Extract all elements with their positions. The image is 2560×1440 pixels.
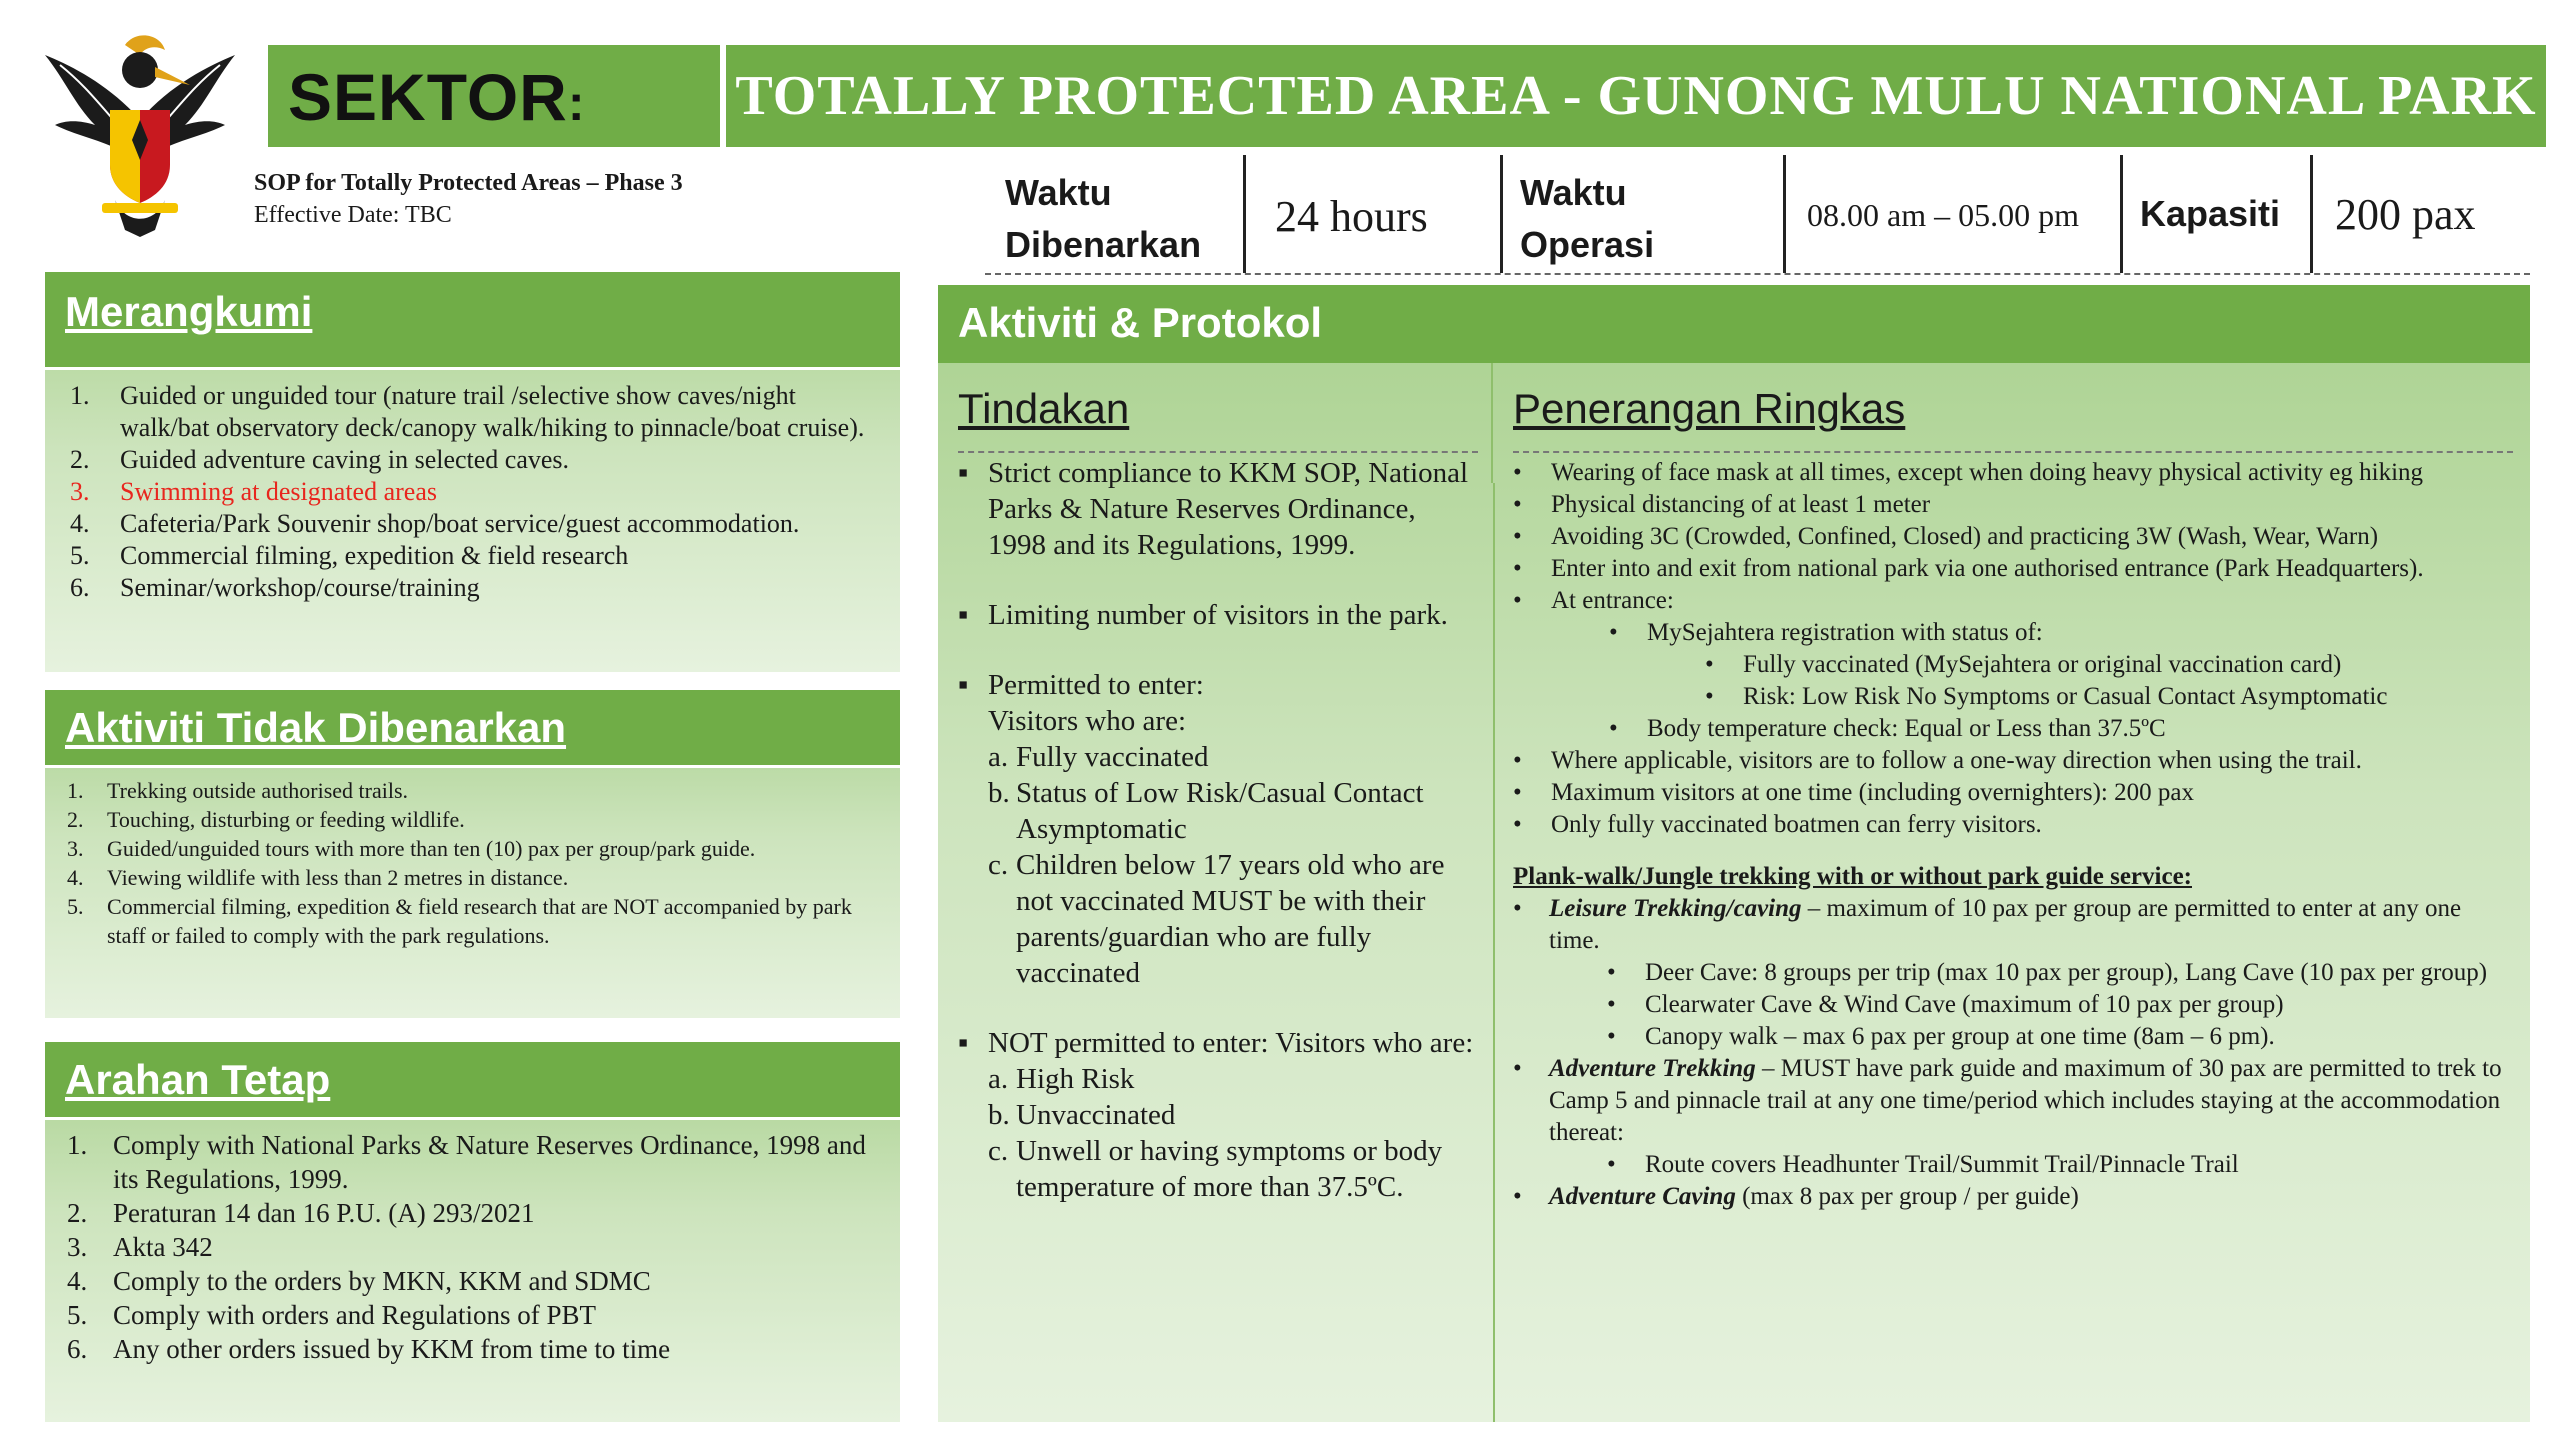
list-item <box>60 444 890 476</box>
aktiviti-protokol-panel <box>938 285 2530 1422</box>
penerangan-item: • Avoiding 3C (Crowded, Confined, Closed) and practicing 3W (Wash, Wear, Warn) <box>1513 521 2513 553</box>
list-item-number: 3. <box>70 477 90 506</box>
list-item-text: Comply to the orders by MKN, KKM and SDMC <box>113 1266 651 1296</box>
kapasiti-label: Kapasiti <box>2140 193 2281 234</box>
aktiviti-protokol-title: Aktiviti & Protokol <box>958 299 1323 346</box>
list-item <box>57 1230 892 1264</box>
penerangan-item: • Maximum visitors at one time (including overnighters): 200 pax <box>1513 777 2513 809</box>
penerangan-subitem: • Risk: Low Risk No Symptoms or Casual Contact Asymptomatic <box>1705 681 2513 713</box>
list-item-text: Comply with National Parks & Nature Reserves Ordinance, 1998 and its Regulations, 1999. <box>113 1130 866 1194</box>
list-item <box>57 1332 892 1366</box>
list-item <box>57 863 892 892</box>
list-item-text: Touching, disturbing or feeding wildlife. <box>107 807 465 832</box>
penerangan-column <box>1513 457 2513 1213</box>
list-item-text: Guided adventure caving in selected caves. <box>120 445 570 474</box>
list-item-text: Guided/unguided tours with more than ten (10) pax per group/park guide. <box>107 836 756 861</box>
penerangan-item: • Only fully vaccinated boatmen can ferry visitors. <box>1513 809 2513 841</box>
list-item <box>57 834 892 863</box>
sektor-label: SEKTOR: <box>288 60 586 134</box>
tindakan-subitem: a. Fully vaccinated <box>988 741 1209 773</box>
penerangan-subitem: • MySejahtera registration with status of: • Fully vaccinated (MySejahtera or original vaccination card) • Risk: Low Risk No Symptoms or Casual Contact Asymptomatic <box>1609 617 2513 713</box>
penerangan-subitem: • Clearwater Cave & Wind Cave (maximum of 10 pax per group) <box>1607 989 2513 1021</box>
list-item-number: 1. <box>67 1130 88 1160</box>
merangkumi-list <box>60 380 890 604</box>
tindakan-item: ▪ NOT permitted to enter: Visitors who are: a. High Risk b. Unvaccinated c. Unwell or having symptoms or body temperature of more than 37.5ºC. <box>958 1025 1478 1205</box>
list-item-text: Guided or unguided tour (nature trail /selective show caves/night walk/bat observatory deck/canopy walk/hiking to pinnacle/boat cruise). <box>120 381 865 442</box>
penerangan-item: • Wearing of face mask at all times, except when doing heavy physical activity eg hiking <box>1513 457 2513 489</box>
info-strip <box>985 155 2530 275</box>
penerangan-subitem: • Fully vaccinated (MySejahtera or original vaccination card) <box>1705 649 2513 681</box>
list-item-text: Commercial filming, expedition & field research that are NOT accompanied by park staff or failed to comply with the park regulations. <box>107 894 852 948</box>
list-item <box>60 540 890 572</box>
sarawak-crest-logo <box>40 25 240 240</box>
list-item <box>60 380 890 444</box>
merangkumi-panel <box>45 272 900 672</box>
tindakan-subitem: a. High Risk <box>988 1063 1135 1095</box>
list-item <box>57 1298 892 1332</box>
list-item-text: Any other orders issued by KKM from time to time <box>113 1334 671 1364</box>
list-item-number: 5. <box>67 1300 88 1330</box>
penerangan-subitem: • Body temperature check: Equal or Less than 37.5ºC <box>1609 713 2513 745</box>
list-item-text: Comply with orders and Regulations of PBT <box>113 1300 596 1330</box>
list-item-number: 1. <box>67 778 84 803</box>
list-item-number: 3. <box>67 836 84 861</box>
list-item-number: 5. <box>70 541 90 570</box>
tindakan-subitem: b. Status of Low Risk/Casual Contact Asymptomatic <box>988 777 1424 845</box>
list-item <box>57 892 892 950</box>
list-item-text: Seminar/workshop/course/training <box>120 573 480 602</box>
penerangan-item: • Adventure Caving (max 8 pax per group / per guide) <box>1513 1181 2513 1213</box>
tindakan-subitem: b. Unvaccinated <box>988 1099 1176 1131</box>
tidak-dibenarkan-title: Aktiviti Tidak Dibenarkan <box>65 704 567 751</box>
waktu-operasi-value: 08.00 am – 05.00 pm <box>1807 197 2079 233</box>
list-item-text: Viewing wildlife with less than 2 metres in distance. <box>107 865 569 890</box>
list-item <box>60 508 890 540</box>
list-item-number: 2. <box>67 1198 88 1228</box>
list-item-number: 5. <box>67 894 84 919</box>
kapasiti-value: 200 pax <box>2335 190 2476 239</box>
penerangan-item: • Physical distancing of at least 1 meter <box>1513 489 2513 521</box>
tindakan-subitem: c. Unwell or having symptoms or body temperature of more than 37.5ºC. <box>988 1135 1443 1203</box>
plank-walk-title: Plank-walk/Jungle trekking with or without park guide service: <box>1513 863 2192 890</box>
waktu-operasi-label: Waktu Operasi <box>1520 172 1655 265</box>
tindakan-item: ▪ Limiting number of visitors in the park. <box>958 597 1478 633</box>
list-item-text: Cafeteria/Park Souvenir shop/boat service/guest accommodation. <box>120 509 800 538</box>
penerangan-subitem: • Canopy walk – max 6 pax per group at one time (8am – 6 pm). <box>1607 1021 2513 1053</box>
tidak-dibenarkan-panel <box>45 690 900 1018</box>
list-item <box>60 572 890 604</box>
merangkumi-title: Merangkumi <box>65 288 313 335</box>
page-title-box <box>726 45 2546 147</box>
penerangan-item: • Enter into and exit from national park via one authorised entrance (Park Headquarters). <box>1513 553 2513 585</box>
page-title: TOTALLY PROTECTED AREA - GUNONG MULU NATIONAL PARK <box>735 65 2537 127</box>
list-item-text: Peraturan 14 dan 16 P.U. (A) 293/2021 <box>113 1198 535 1228</box>
penerangan-item: • At entrance: • MySejahtera registration with status of: • Fully vaccinated (MySejahtera or original vaccination card) • Risk: Low Risk No Symptoms or Casual Contact Asymptomatic • Body temperature check: Equal or Less than 37.5ºC <box>1513 585 2513 745</box>
arahan-tetap-list <box>57 1128 892 1366</box>
list-item-number: 2. <box>67 807 84 832</box>
list-item <box>57 805 892 834</box>
list-item-number: 4. <box>70 509 90 538</box>
tindakan-title: Tindakan <box>958 385 1130 432</box>
list-item <box>57 1196 892 1230</box>
list-item-number: 2. <box>70 445 90 474</box>
list-item <box>57 1264 892 1298</box>
tindakan-subitem: c. Children below 17 years old who are not vaccinated MUST be with their parents/guardian who are fully vaccinated <box>988 849 1445 989</box>
effective-date: Effective Date: TBC <box>254 202 452 228</box>
arahan-tetap-panel <box>45 1042 900 1422</box>
list-item <box>60 476 890 508</box>
penerangan-subitem: • Deer Cave: 8 groups per trip (max 10 pax per group), Lang Cave (10 pax per group) <box>1607 957 2513 989</box>
list-item-number: 1. <box>70 381 90 410</box>
arahan-tetap-title: Arahan Tetap <box>65 1056 331 1103</box>
list-item-number: 6. <box>67 1334 88 1364</box>
tindakan-column <box>958 455 1478 1205</box>
list-item <box>57 1128 892 1196</box>
list-item-text: Akta 342 <box>113 1232 213 1262</box>
list-item-text: Trekking outside authorised trails. <box>107 778 409 803</box>
tidak-dibenarkan-list <box>57 776 892 950</box>
penerangan-item: • Leisure Trekking/caving – maximum of 10 pax per group are permitted to enter at any one time. • Deer Cave: 8 groups per trip (max 10 pax per group), Lang Cave (10 pax per group) • Clearwater Cave & Wind Cave (maximum of 10 pax per group) • Canopy walk – max 6 pax per group at one time (8am – 6 pm). <box>1513 893 2513 1053</box>
sop-line: SOP for Totally Protected Areas – Phase 3 <box>254 170 683 196</box>
list-item-number: 4. <box>67 865 84 890</box>
tindakan-item: ▪ Permitted to enter: Visitors who are: a. Fully vaccinated b. Status of Low Risk/Casual Contact Asymptomatic c. Children below 17 years old who are not vaccinated MUST be with their parents/guardian who are fully vaccinated <box>958 667 1478 991</box>
list-item-number: 6. <box>70 573 90 602</box>
penerangan-item: • Where applicable, visitors are to follow a one-way direction when using the trail. <box>1513 745 2513 777</box>
list-item-text: Swimming at designated areas <box>120 477 437 506</box>
waktu-dibenarkan-value: 24 hours <box>1275 192 1428 241</box>
penerangan-subitem: • Route covers Headhunter Trail/Summit Trail/Pinnacle Trail <box>1607 1149 2513 1181</box>
sektor-label-box <box>268 45 720 147</box>
hornbill-crest-icon <box>40 25 240 240</box>
waktu-dibenarkan-label: Waktu Dibenarkan <box>1005 172 1202 265</box>
tindakan-item: ▪ Strict compliance to KKM SOP, National Parks & Nature Reserves Ordinance, 1998 and its Regulations, 1999. <box>958 455 1478 563</box>
list-item-text: Commercial filming, expedition & field research <box>120 541 629 570</box>
list-item <box>57 776 892 805</box>
penerangan-title: Penerangan Ringkas <box>1513 385 1906 432</box>
penerangan-item: • Adventure Trekking – MUST have park guide and maximum of 30 pax are permitted to trek to Camp 5 and pinnacle trail at any one time/period which includes staying at the accommodation thereat: • Route covers Headhunter Trail/Summit Trail/Pinnacle Trail <box>1513 1053 2513 1181</box>
list-item-number: 3. <box>67 1232 88 1262</box>
list-item-number: 4. <box>67 1266 88 1296</box>
